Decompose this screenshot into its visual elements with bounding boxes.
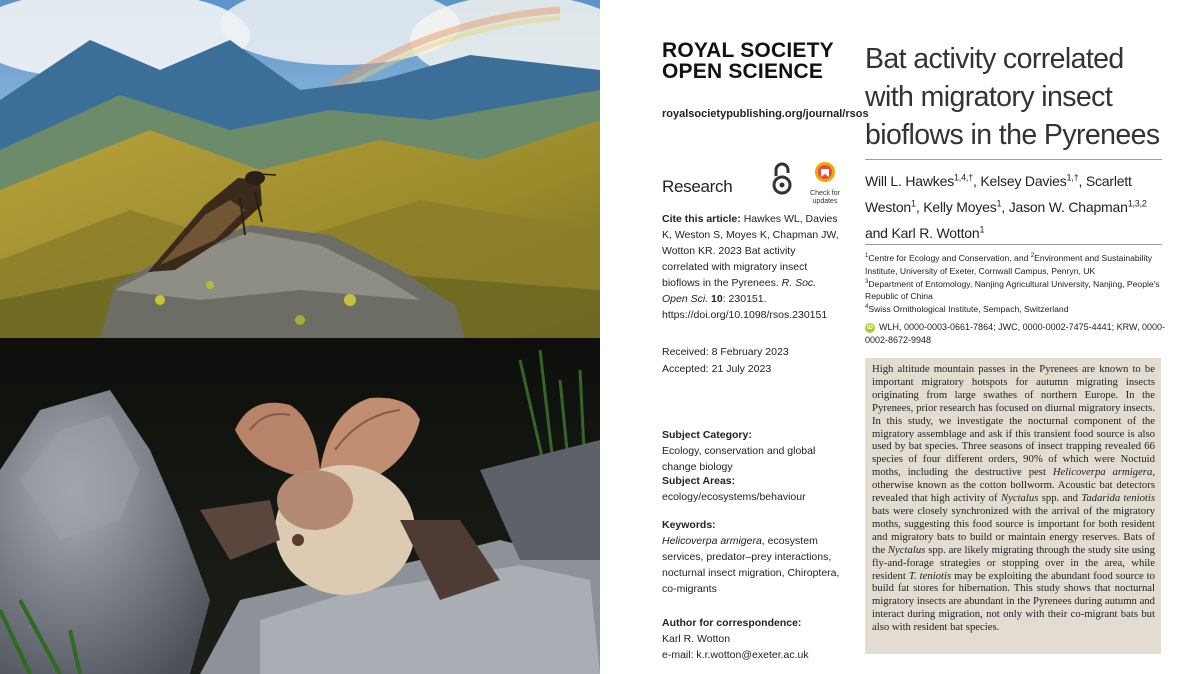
citation-block xyxy=(662,211,842,323)
divider xyxy=(865,159,1162,160)
section-label: Research xyxy=(662,177,733,196)
cite-journal: R. Soc. Open Sci. xyxy=(662,277,817,305)
author: Scarlett Weston$^1$, xyxy=(865,173,1132,215)
mountain-moth-photo xyxy=(0,0,600,338)
bat-photo xyxy=(0,338,600,674)
subject-areas xyxy=(662,473,847,505)
orcid-icon[interactable]: iD xyxy=(867,324,873,331)
cite-label: Cite this article: xyxy=(662,213,741,225)
subject-category-text: Ecology, conservation and global change biology xyxy=(662,445,816,473)
subject-category-heading: Subject Category: xyxy=(662,429,752,441)
check-for-updates-icon xyxy=(814,161,836,183)
cite-volume: 10 xyxy=(711,293,723,305)
keywords-text: , ecosystem services, predator–prey interactions, nocturnal insect migration, Chiroptera, co-migrants xyxy=(662,535,840,595)
subject-category xyxy=(662,427,847,475)
author-list xyxy=(865,168,1165,246)
divider xyxy=(865,244,1162,245)
correspondence-heading: Author for correspondence: xyxy=(662,617,802,629)
article-title: Bat activity correlated with migratory insect bioflows in the Pyrenees xyxy=(865,43,1160,151)
logo-line-1: ROYAL SOCIETY xyxy=(662,39,834,62)
author: Will L. Hawkes$^{1,4,\dagger}$, xyxy=(865,172,981,189)
journal-logo xyxy=(662,40,834,82)
author: Kelly Moyes$^1$, xyxy=(923,198,1009,215)
check-updates-line-2: updates xyxy=(812,198,838,205)
keywords xyxy=(662,517,847,597)
check-updates-line-1: Check for xyxy=(810,190,840,197)
subject-areas-text: ecology/ecosystems/behaviour xyxy=(662,491,806,503)
correspondence-name: Karl R. Wotton xyxy=(662,633,731,645)
open-access-icon xyxy=(770,162,794,196)
abstract: High altitude mountain passes in the Pyrenees are known to be important migratory hotspots for autumn migrating insects originating from large swathes of northern Europe. In the Pyrenees, prior research has focused on diurnal migratory insects. In this study, we investigate the nocturnal component of the migratory assemblage and ask if this transient food source is also used by bat species. Three seasons of insect trapping revealed 66 species of four different orders, 90% of which were Noctuid moths, including the destructive pest Helicoverpa armigera, otherwise known as the cotton bollworm. Acoustic bat detectors revealed that high activity of Nyctalus spp. and Tadarida teniotis bats were closely synchronized with the arrival of the migratory moths, suggesting this food source is important for both resident and migratory bats to build or maintain energy reserves. Bats of the Nyctalus spp. are likely migrating through the study site using fly-and-forage strategies or stopping over in the area, while resident T. teniotis may be exploiting the abundant food source to build fat stores for hibernation. This study shows that nocturnal migratory insects are abundant in the Pyrenees during autumn and interact during migration, not only with their co-migrant bats but also with resident bat species. xyxy=(865,358,1161,654)
correspondence xyxy=(662,615,847,663)
cite-pages: : 230151. xyxy=(722,293,767,305)
subject-areas-heading: Subject Areas: xyxy=(662,475,736,487)
keyword-species: Helicoverpa armigera xyxy=(662,535,762,547)
cite-text: Hawkes WL, Davies K, Weston S, Moyes K, Chapman JW, Wotton KR. 2023 Bat activity correlated with migratory insect bioflows in the Pyrenees. xyxy=(662,213,839,289)
logo-line-2: OPEN SCIENCE xyxy=(662,60,824,83)
author: Karl R. Wotton$^1$ xyxy=(891,224,985,241)
journal-url[interactable]: royalsocietypublishing.org/journal/rsos xyxy=(662,108,869,120)
received-date: Received: 8 February 2023 xyxy=(662,346,789,358)
accepted-date: Accepted: 21 July 2023 xyxy=(662,363,772,375)
orcid-list xyxy=(865,321,1165,347)
correspondence-email[interactable]: e-mail: k.r.wotton@exeter.ac.uk xyxy=(662,649,809,661)
dates-block xyxy=(662,344,789,378)
orcid-text: WLH, 0000-0003-0661-7864; JWC, 0000-0002-7475-4441; KRW, 0000-0002-8672-9948 xyxy=(865,322,1166,345)
cite-doi[interactable]: https://doi.org/10.1098/rsos.230151 xyxy=(662,309,828,321)
keywords-heading: Keywords: xyxy=(662,519,716,531)
author: Kelsey Davies$^{1,\dagger}$, xyxy=(980,172,1086,189)
check-for-updates-badge[interactable] xyxy=(807,161,843,206)
author: Jason W. Chapman$^{1,3,2}$ and xyxy=(865,198,1147,241)
affiliations: $^1$Centre for Ecology and Conservation, and $^2$Environment and Sustainability Institute, University of Exeter, Cornwall Campus, Penryn, UK $^3$Department of Entomology, Nanjing Agricultural University, Nanjing, People's Republic of China $^4$Swiss Ornithological Institute, Sempach, Switzerland xyxy=(865,253,1160,315)
